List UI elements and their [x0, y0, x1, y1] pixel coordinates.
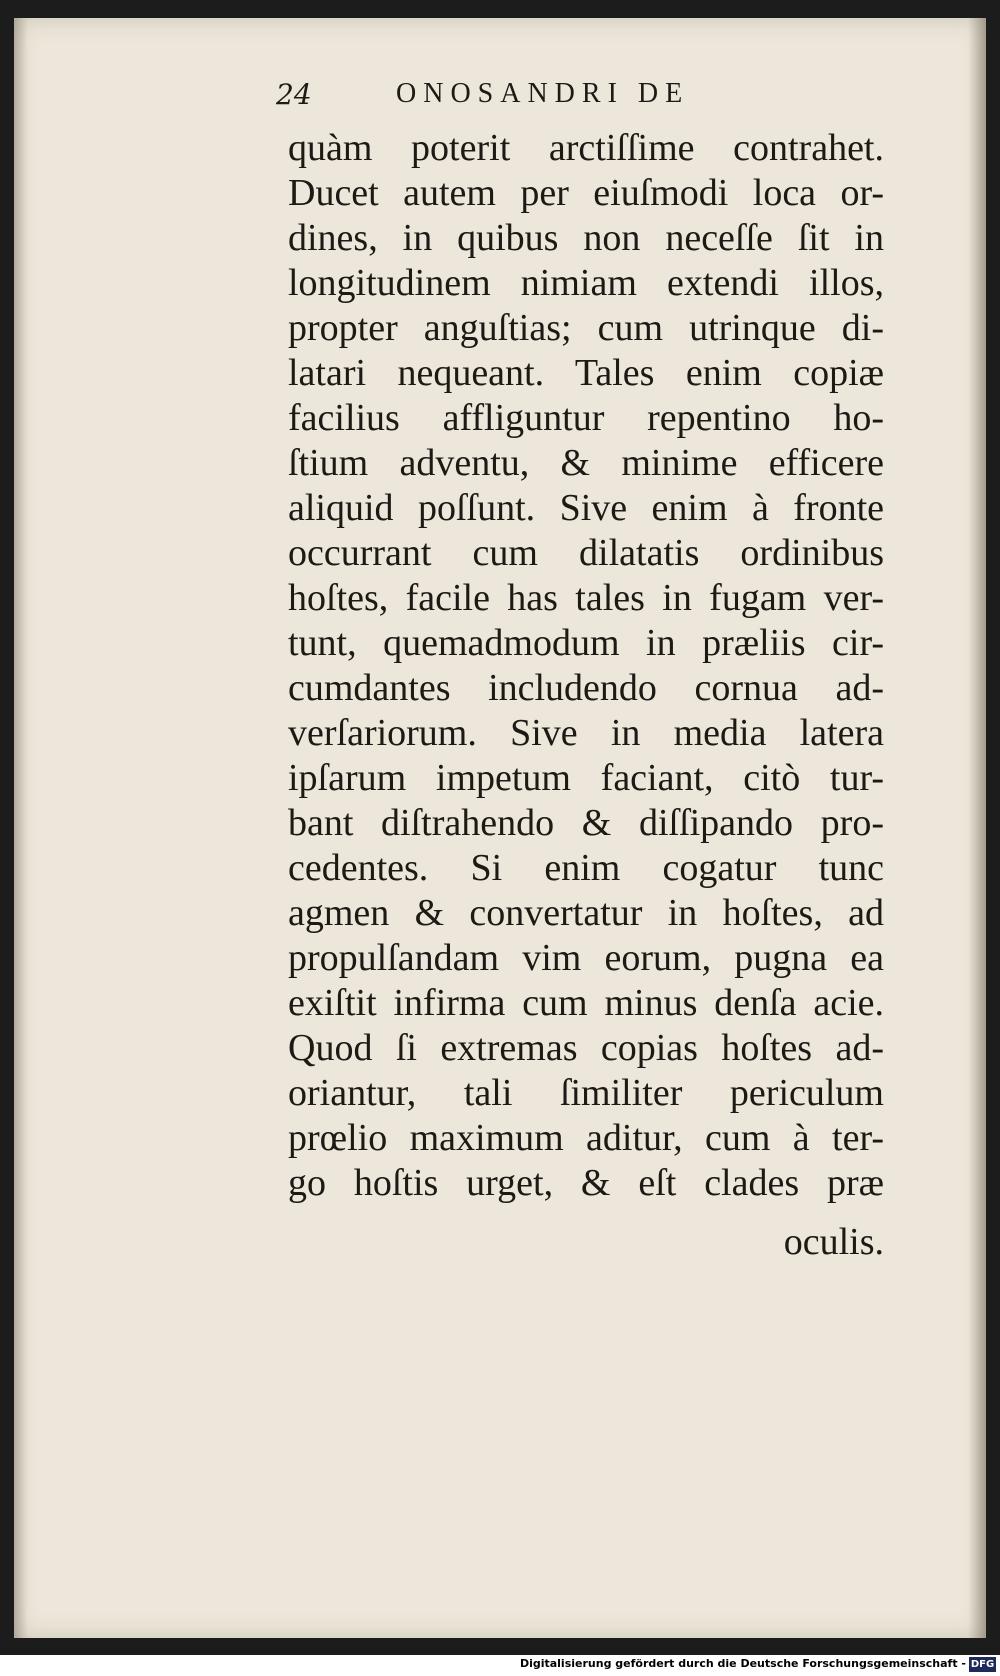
page-edge-shadow-right: [968, 18, 986, 1638]
text-line: ipſarum impetum faciant, citò tur-: [288, 757, 884, 799]
text-line: propulſandam vim eorum, pugna ea: [288, 937, 884, 979]
text-line: cumdantes includendo cornua ad-: [288, 667, 884, 709]
text-line: aliquid poſſunt. Sive enim à fronte: [288, 487, 884, 529]
text-line: tunt, quemadmodum in præliis cir-: [288, 622, 884, 664]
text-line: cedentes. Si enim cogatur tunc: [288, 847, 884, 889]
text-line: exiſtit infirma cum minus denſa acie.: [288, 982, 884, 1024]
text-line: go hoſtis urget, & eſt clades præ: [288, 1162, 884, 1204]
catchword: oculis.: [783, 1221, 884, 1263]
text-line: longitudinem nimiam extendi illos,: [288, 262, 884, 304]
page-number: 24: [276, 78, 312, 111]
text-line: occurrant cum dilatatis ordinibus: [288, 532, 884, 574]
text-line: facilius affliguntur repentino ho-: [288, 397, 884, 439]
footer-bar: [0, 1655, 1000, 1676]
body-text: [288, 126, 884, 1206]
text-line: oriantur, tali ſimiliter periculum: [288, 1072, 884, 1114]
text-line: Ducet autem per eiuſmodi loca or-: [288, 172, 884, 214]
running-head: [276, 78, 876, 118]
running-title: ONOSANDRI DE: [396, 78, 690, 109]
text-line: ſtium adventu, & minime efficere: [288, 442, 884, 484]
text-line: prœlio maximum aditur, cum à ter-: [288, 1117, 884, 1159]
text-line: quàm poterit arctiſſime contrahet.: [288, 127, 884, 169]
text-line: propter anguſtias; cum utrinque di-: [288, 307, 884, 349]
text-line: dines, in quibus non neceſſe ſit in: [288, 217, 884, 259]
text-line: bant diſtrahendo & diſſipando pro-: [288, 802, 884, 844]
funding-note: Digitalisierung gefördert durch die Deutsche Forschungsgemeinschaft -: [519, 1657, 966, 1670]
text-line: hoſtes, facile has tales in fugam ver-: [288, 577, 884, 619]
text-line: verſariorum. Sive in media latera: [288, 712, 884, 754]
page-edge-shadow-left: [14, 18, 28, 1638]
text-line: agmen & convertatur in hoſtes, ad: [288, 892, 884, 934]
text-line: Quod ſi extremas copias hoſtes ad-: [288, 1027, 884, 1069]
dfg-logo: DFG: [970, 1659, 995, 1670]
text-line: latari nequeant. Tales enim copiæ: [288, 352, 884, 394]
